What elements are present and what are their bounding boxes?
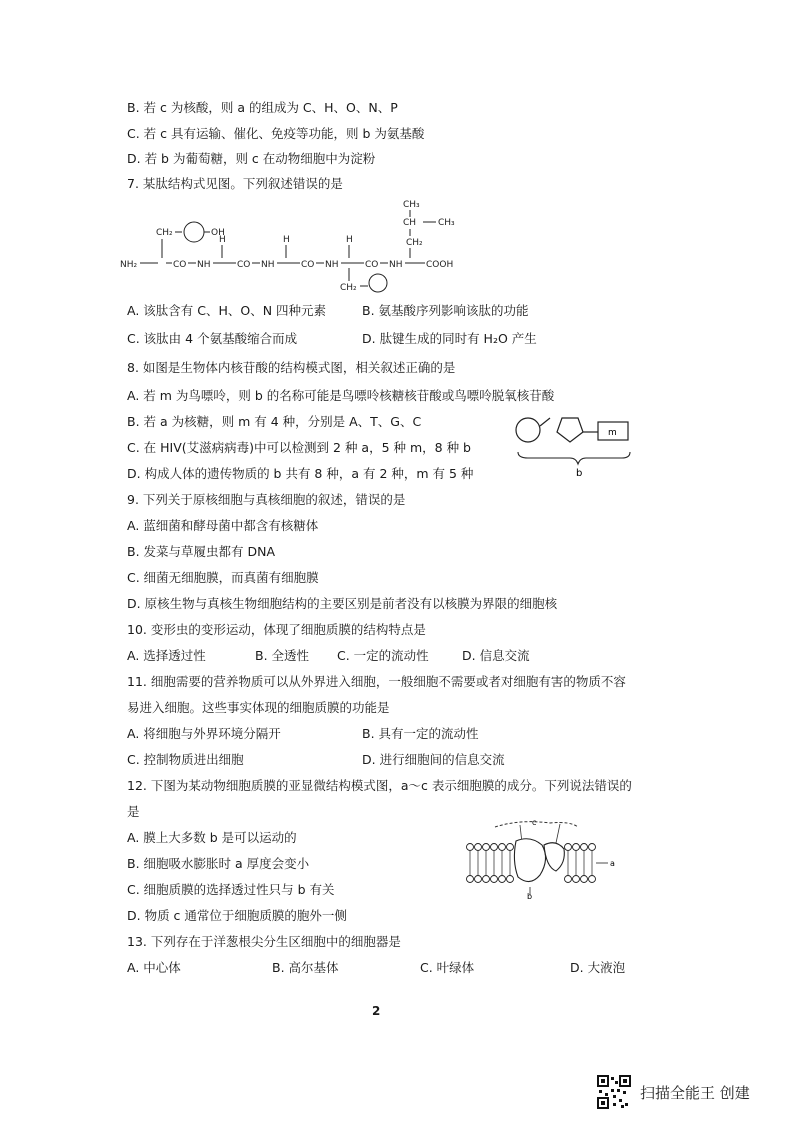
q7-stem: 7. 某肽结构式见图。下列叙述错误的是 [127, 176, 343, 191]
q8-option-d: D. 构成人体的遗传物质的 b 共有 8 种，a 有 2 种，m 有 5 种 [127, 466, 474, 481]
q10-stem: 10. 变形虫的变形运动，体现了细胞质膜的结构特点是 [127, 622, 426, 637]
base-label: m [608, 428, 617, 438]
membrane-label-c: c [532, 818, 537, 827]
membrane-label-a: a [610, 859, 615, 868]
q11-option-c: C. 控制物质进出细胞 [127, 752, 244, 767]
peptide-ch2-bottom: CH₂ [340, 283, 357, 293]
q11-option-a: A. 将细胞与外界环境分隔开 [127, 726, 281, 741]
q12-option-a: A. 膜上大多数 b 是可以运动的 [127, 830, 297, 845]
q10-option-d: D. 信息交流 [462, 648, 530, 663]
peptide-ch3-right: CH₃ [438, 218, 455, 228]
q6-option-b: B. 若 c 为核酸，则 a 的组成为 C、H、O、N、P [127, 100, 398, 115]
q11-option-d: D. 进行细胞间的信息交流 [362, 752, 505, 767]
q12-stem-line1: 12. 下图为某动物细胞质膜的亚显微结构模式图，a～c 表示细胞膜的成分。下列说法错误的 [127, 778, 632, 793]
q12-stem-line2: 是 [127, 804, 140, 819]
qr-code-icon [597, 1075, 631, 1109]
q13-option-c: C. 叶绿体 [420, 960, 475, 975]
q10-option-b: B. 全透性 [255, 648, 310, 663]
peptide-ch2-left: CH₂ [156, 228, 173, 238]
peptide-co-4: CO [365, 260, 379, 270]
membrane-protein-1 [514, 839, 545, 882]
q7-option-a: A. 该肽含有 C、H、O、N 四种元素 [127, 303, 327, 318]
q7-option-c: C. 该肽由 4 个氨基酸缩合而成 [127, 331, 298, 346]
peptide-cooh: COOH [426, 260, 454, 270]
peptide-nh-2: NH [261, 260, 275, 270]
peptide-nh-3: NH [325, 260, 339, 270]
peptide-h-3: H [346, 235, 353, 245]
phosphate-circle [516, 418, 540, 442]
q9-option-c: C. 细菌无细胞膜，而真菌有细胞膜 [127, 570, 319, 585]
q11-stem-line1: 11. 细胞需要的营养物质可以从外界进入细胞，一般细胞不需要或者对细胞有害的物质不容 [127, 674, 626, 689]
pentose-ring [557, 418, 583, 442]
peptide-nh2: NH₂ [120, 260, 138, 270]
q9-option-b: B. 发菜与草履虫都有 DNA [127, 544, 276, 559]
peptide-structure-figure [120, 195, 480, 295]
peptide-h-2: H [283, 235, 290, 245]
q13-option-d: D. 大液泡 [570, 960, 626, 975]
peptide-nh-4: NH [389, 260, 403, 270]
q8-option-b: B. 若 a 为核糖，则 m 有 4 种，分别是 A、T、G、C [127, 414, 422, 429]
membrane-protein-2 [544, 843, 564, 871]
peptide-co-1: CO [173, 260, 187, 270]
q11-option-b: B. 具有一定的流动性 [362, 726, 479, 741]
peptide-h-1: H [219, 235, 226, 245]
q13-stem: 13. 下列存在于洋葱根尖分生区细胞中的细胞器是 [127, 934, 401, 949]
q13-option-a: A. 中心体 [127, 960, 181, 975]
q12-option-b: B. 细胞吸水膨胀时 a 厚度会变小 [127, 856, 310, 871]
q7-option-b: B. 氨基酸序列影响该肽的功能 [362, 303, 529, 318]
q6-option-d: D. 若 b 为葡萄糖，则 c 在动物细胞中为淀粉 [127, 151, 376, 166]
nucleotide-b-label: b [576, 468, 583, 479]
q8-option-c: C. 在 HIV(艾滋病病毒)中可以检测到 2 种 a，5 种 m，8 种 b [127, 440, 471, 455]
q10-option-a: A. 选择透过性 [127, 648, 206, 663]
q13-option-b: B. 高尔基体 [272, 960, 339, 975]
q12-option-d: D. 物质 c 通常位于细胞质膜的胞外一侧 [127, 908, 347, 923]
peptide-co-2: CO [237, 260, 251, 270]
q9-stem: 9. 下列关于原核细胞与真核细胞的叙述，错误的是 [127, 492, 406, 507]
page-number: 2 [372, 1004, 381, 1018]
q12-option-c: C. 细胞质膜的选择透过性只与 b 有关 [127, 882, 335, 897]
cell-membrane-diagram [460, 815, 620, 900]
q11-stem-line2: 易进入细胞。这些事实体现的细胞质膜的功能是 [127, 700, 390, 715]
nucleotide-diagram [510, 410, 640, 480]
q8-stem: 8. 如图是生物体内核苷酸的结构模式图，相关叙述正确的是 [127, 360, 456, 375]
peptide-co-3: CO [301, 260, 315, 270]
peptide-ch-top: CH [403, 218, 417, 228]
q8-option-a: A. 若 m 为鸟嘌呤，则 b 的名称可能是鸟嘌呤核糖核苷酸或鸟嘌呤脱氧核苷酸 [127, 388, 555, 403]
q9-option-a: A. 蓝细菌和酵母菌中都含有核糖体 [127, 518, 319, 533]
peptide-ch3-top: CH₃ [403, 200, 420, 210]
scanner-watermark: 扫描全能王 创建 [640, 1084, 750, 1102]
q6-option-c: C. 若 c 具有运输、催化、免疫等功能，则 b 为氨基酸 [127, 126, 425, 141]
brace [518, 452, 630, 464]
q7-option-d: D. 肽键生成的同时有 H₂O 产生 [362, 331, 537, 346]
q9-option-d: D. 原核生物与真核生物细胞结构的主要区别是前者没有以核膜为界限的细胞核 [127, 596, 558, 611]
peptide-ch2-right: CH₂ [406, 238, 423, 248]
q10-option-c: C. 一定的流动性 [337, 648, 429, 663]
peptide-nh-1: NH [197, 260, 211, 270]
membrane-label-b: b [527, 892, 533, 900]
peptide-oh: OH [211, 228, 225, 238]
